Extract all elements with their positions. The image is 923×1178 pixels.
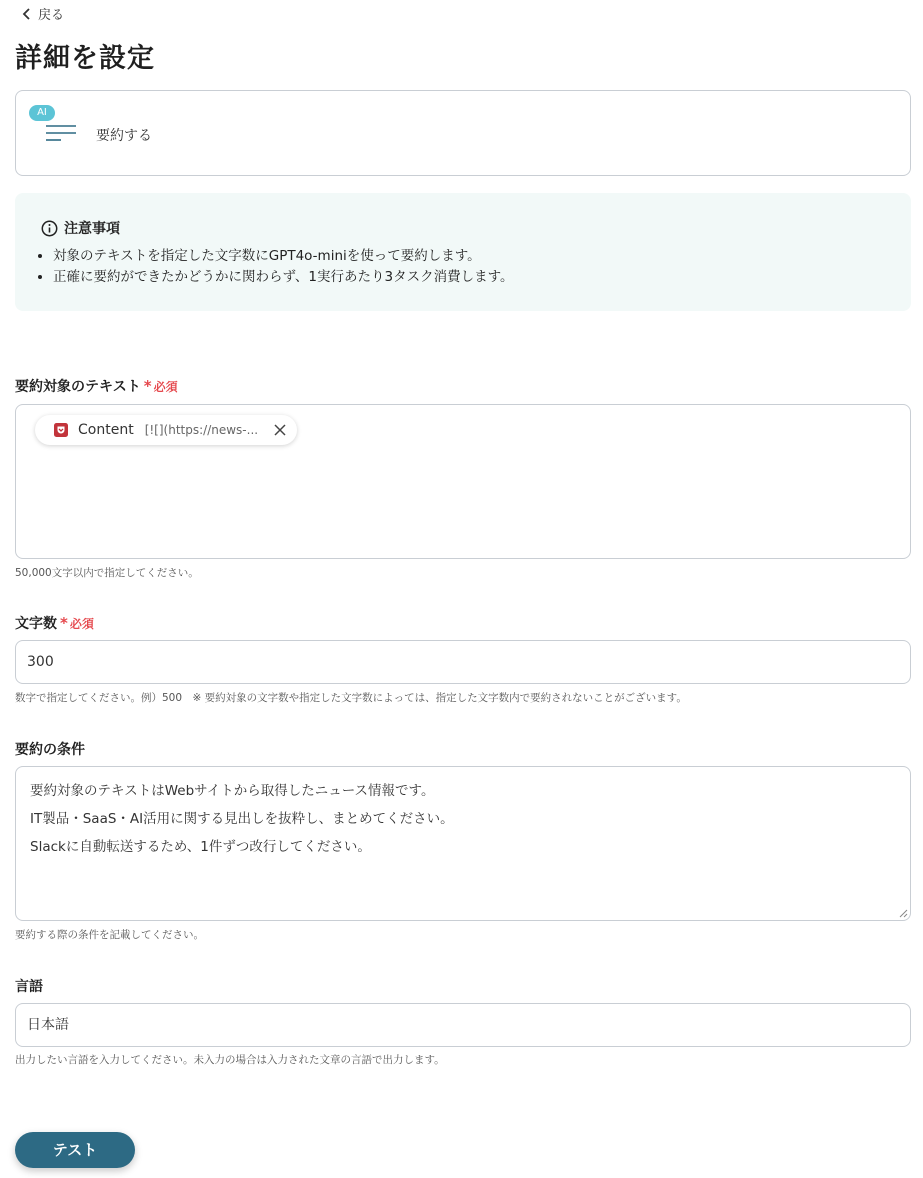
notice-title: 注意事項 <box>64 221 120 237</box>
notice-item: • 対象のテキストを指定した文字数にGPT4o-miniを使って要約します。 <box>53 246 514 267</box>
chevron-left-icon <box>22 8 32 20</box>
conditions-textarea[interactable] <box>15 766 911 921</box>
chip-value: [![](https://news-... <box>144 423 259 437</box>
notice-header <box>41 218 120 238</box>
language-input[interactable]: 日本語 <box>15 1003 911 1047</box>
text-lines-icon <box>44 121 78 145</box>
ai-badge: AI <box>29 105 55 121</box>
test-button[interactable]: テスト <box>15 1132 135 1168</box>
conditions-label <box>15 739 85 759</box>
required-mark: * <box>60 614 68 632</box>
char-count-input[interactable]: 300 <box>15 640 911 684</box>
resize-grip-icon[interactable] <box>898 908 908 918</box>
required-mark: * <box>143 377 152 395</box>
language-helper: 出力したい言語を入力してください。未入力の場合は入力された文章の言語で出力します。 <box>15 1054 445 1066</box>
back-label: 戻る <box>38 8 65 23</box>
conditions-label-text: 要約の条件 <box>15 742 85 758</box>
page-title: 詳細を設定 <box>15 43 155 74</box>
required-text: 必須 <box>69 616 94 631</box>
close-icon[interactable] <box>273 423 287 437</box>
back-link[interactable] <box>22 4 64 23</box>
conditions-line: Slackに自動転送するため、1件ずつ改行してください。 <box>30 839 371 855</box>
notice-box <box>15 193 911 311</box>
info-circle-icon <box>41 220 58 237</box>
target-text-label-text: 要約対象のテキスト <box>15 379 141 395</box>
required-text: 必須 <box>153 379 178 394</box>
target-text-helper: 50,000文字以内で指定してください。 <box>15 567 199 579</box>
conditions-line: 要約対象のテキストはWebサイトから取得したニュース情報です。 <box>30 783 435 799</box>
conditions-line: IT製品・SaaS・AI活用に関する見出しを抜粋し、まとめてください。 <box>30 811 454 827</box>
action-label: 要約する <box>96 128 152 144</box>
notice-item: • 正確に要約ができたかどうかに関わらず、1実行あたり3タスク消費します。 <box>53 267 514 288</box>
char-count-helper: 数字で指定してください。例）500 ※ 要約対象の文字数や指定した文字数によっては、指定した文字数内で要約されないことがございます。 <box>15 692 687 704</box>
action-card[interactable] <box>15 90 911 176</box>
chip-label: Content <box>78 422 134 438</box>
variable-chip[interactable] <box>35 415 297 445</box>
target-text-input[interactable] <box>15 404 911 559</box>
char-count-label-text: 文字数 <box>15 616 57 632</box>
language-label <box>15 976 43 996</box>
char-count-label <box>15 613 94 633</box>
app-icon <box>53 422 69 438</box>
target-text-label <box>15 376 178 396</box>
language-label-text: 言語 <box>15 979 43 995</box>
notice-list <box>53 246 514 288</box>
conditions-helper: 要約する際の条件を記載してください。 <box>15 929 204 941</box>
